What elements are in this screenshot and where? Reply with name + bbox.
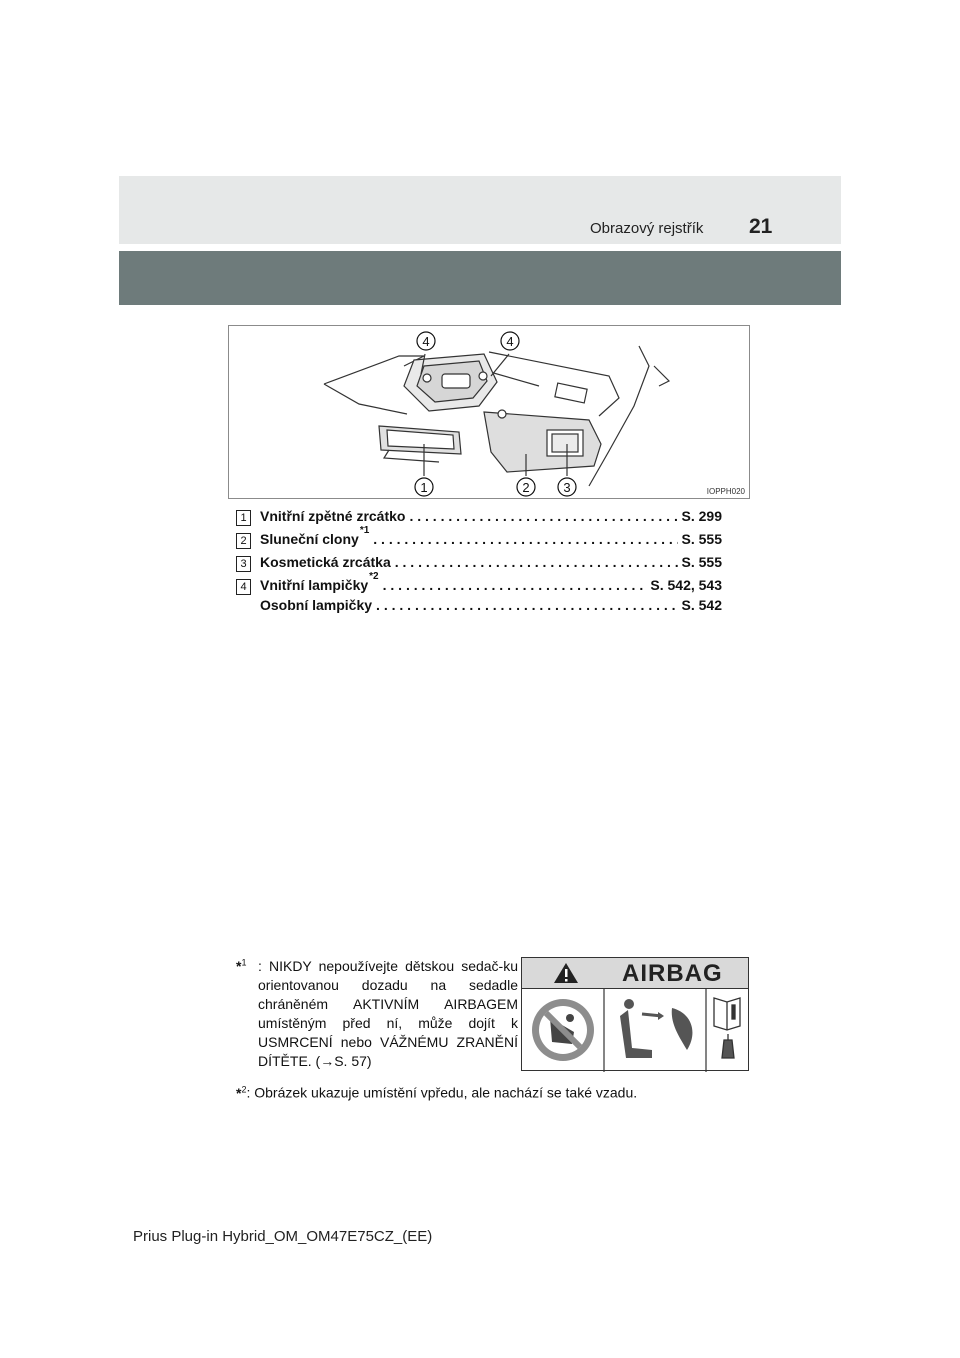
callout-1: 1 <box>420 480 428 495</box>
index-subitem <box>236 597 726 620</box>
index-number: 3 <box>236 556 251 572</box>
callout-4-right: 4 <box>506 334 514 349</box>
index-label: Sluneční clony <box>260 531 359 547</box>
callout-4-left: 4 <box>422 334 430 349</box>
dot-leader <box>383 577 647 593</box>
footnote-ref: *1 <box>359 525 370 536</box>
index-number: 4 <box>236 579 251 595</box>
index-page[interactable]: S. 299 <box>681 508 722 524</box>
no-rear-facing-seat-icon <box>532 999 594 1061</box>
index-label: Kosmetická zrcátka <box>260 554 391 570</box>
warning-triangle-icon <box>554 963 578 983</box>
footnote-1 <box>236 953 518 1071</box>
index-page[interactable]: S. 542 <box>681 597 722 613</box>
airbag-pictograms <box>522 958 750 1072</box>
index-list <box>236 508 726 620</box>
footnote-ref: *2 <box>369 571 379 582</box>
footer-doc-id: Prius Plug-in Hybrid_OM_OM47E75CZ_(EE) <box>133 1228 433 1245</box>
index-item <box>236 525 726 554</box>
dot-leader <box>376 597 677 613</box>
callout-3: 3 <box>563 480 571 495</box>
index-label: Osobní lampičky <box>260 597 373 613</box>
footnote-1-text: : NIKDY nepoužívejte dětskou sedač-ku orientovanou dozadu na sedadle chráněném AKTIVNÍM AIRBAGEM umístěným před ní, může dojít k USMRCENÍ nebo VÁŽNÉMU ZRANĚNÍ DÍTĚTE. (→S. 57) <box>258 957 518 1069</box>
index-item <box>236 508 726 531</box>
airbag-warning-label <box>521 957 749 1071</box>
airbag-word: AIRBAG <box>622 960 723 987</box>
index-number: 2 <box>236 533 251 549</box>
footnote-2 <box>236 1080 756 1103</box>
footnote-2-text: : Obrázek ukazuje umístění vpředu, ale nachází se také vzadu. <box>246 1084 638 1101</box>
index-item <box>236 554 726 577</box>
seat-airbag-icon <box>620 999 692 1058</box>
page-number: 21 <box>749 215 773 238</box>
overhead-illustration <box>228 325 750 499</box>
illustration-code: IOPPH020 <box>706 487 745 496</box>
callout-2: 2 <box>522 480 530 495</box>
index-page[interactable]: S. 555 <box>681 531 722 547</box>
read-manual-icon <box>714 998 740 1058</box>
index-page[interactable]: S. 542, 543 <box>650 577 722 593</box>
header-band <box>119 176 841 244</box>
section-title: Obrazový rejstřík <box>590 220 704 237</box>
index-label: Vnitřní zpětné zrcátko <box>260 508 406 524</box>
footnote-mark: *$^2$ <box>236 1084 247 1101</box>
dot-leader <box>395 554 678 570</box>
index-item <box>236 571 726 597</box>
index-label: Vnitřní lampičky <box>260 577 369 593</box>
dot-leader <box>409 508 677 524</box>
section-bar <box>119 251 841 305</box>
dot-leader <box>373 531 677 547</box>
overhead-console-drawing <box>229 326 749 498</box>
index-page[interactable]: S. 555 <box>681 554 722 570</box>
index-number: 1 <box>236 510 251 526</box>
footnote-mark: *$^1$ <box>236 957 247 974</box>
